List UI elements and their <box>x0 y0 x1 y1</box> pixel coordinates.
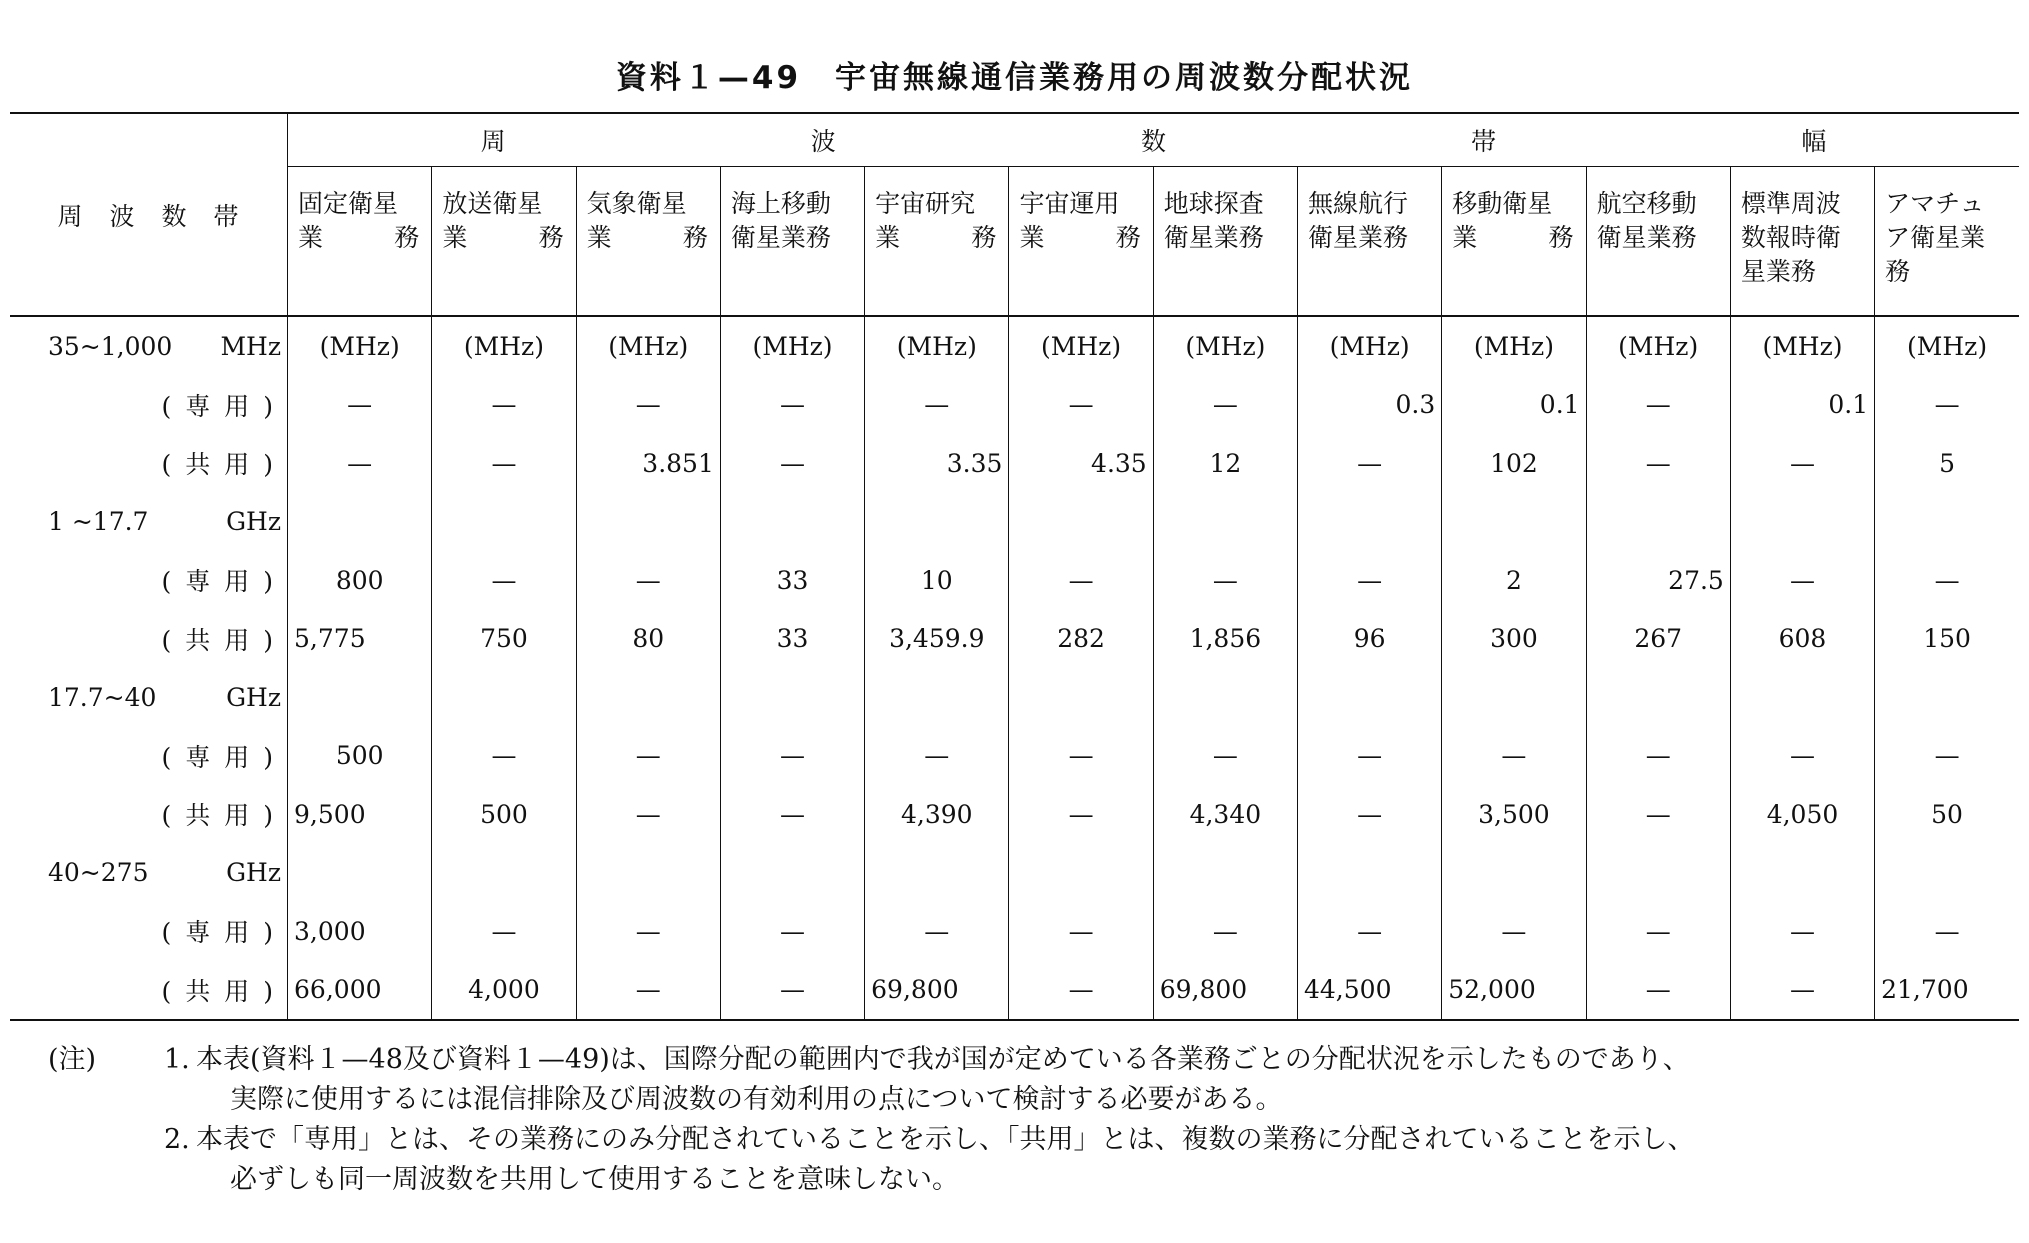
unit-cell: (MHz) <box>1730 316 1874 376</box>
notes <box>48 1040 2018 1200</box>
value-cell: 750 <box>432 610 576 669</box>
value-cell: — <box>1153 727 1297 786</box>
value-cell: 4,000 <box>432 961 576 1021</box>
table-row <box>10 668 2019 727</box>
empty-cell <box>1586 493 1730 552</box>
empty-cell <box>1153 493 1297 552</box>
value-cell: — <box>865 727 1009 786</box>
note-text: 本表(資料１—48及び資料１—49)は、国際分配の範囲内で我が国が定めている各業務ごとの分配状況を示したものであり、 <box>196 1044 1690 1075</box>
value-cell: 150 <box>1875 610 2019 669</box>
allocation-kind-label: (共用) <box>10 961 288 1021</box>
band-unit: GHz <box>226 507 282 537</box>
value-cell: — <box>1586 961 1730 1021</box>
service-header <box>865 167 1009 317</box>
service-header-line: 務 <box>538 223 564 252</box>
value-cell: — <box>1875 902 2019 961</box>
value-cell: — <box>1730 727 1874 786</box>
value-cell: — <box>865 902 1009 961</box>
value-cell: — <box>1009 376 1153 435</box>
note-text: 本表で「専用」とは、その業務にのみ分配されていることを示し、「共用」とは、複数の業務に分配されていることを示し、 <box>196 1124 1695 1155</box>
service-header <box>1442 167 1586 317</box>
table-row <box>10 785 2019 844</box>
value-cell: 9,500 <box>288 785 432 844</box>
table-row <box>10 493 2019 552</box>
empty-cell <box>1153 844 1297 903</box>
band-unit: GHz <box>226 858 282 888</box>
value-cell: — <box>576 785 720 844</box>
empty-cell <box>865 844 1009 903</box>
empty-cell <box>432 844 576 903</box>
service-header-line: アマチュ <box>1885 189 1985 218</box>
unit-cell: (MHz) <box>1153 316 1297 376</box>
service-header-line: 気象衛星 <box>586 189 687 218</box>
value-cell: 69,800 <box>865 961 1009 1021</box>
value-cell: — <box>576 376 720 435</box>
note-text: 実際に使用するには混信排除及び周波数の有効利用の点について検討する必要がある。 <box>230 1084 1283 1115</box>
service-header-line: 業 <box>586 223 612 252</box>
band-range: 17.7~40 <box>48 682 157 712</box>
empty-cell <box>1298 668 1442 727</box>
band-header-label: 周 波 数 帯 <box>57 201 240 231</box>
note-number: 2. <box>164 1124 190 1155</box>
band-range-label <box>10 844 288 903</box>
value-cell: 0.1 <box>1730 376 1874 435</box>
allocation-kind-label: (専用) <box>161 742 288 772</box>
empty-cell <box>288 844 432 903</box>
empty-cell <box>720 668 864 727</box>
empty-cell <box>1009 668 1153 727</box>
service-header-line: 衛星業務 <box>1308 223 1409 252</box>
value-cell: 5 <box>1875 434 2019 493</box>
unit-cell: (MHz) <box>1009 316 1153 376</box>
value-cell: — <box>1875 551 2019 610</box>
band-range: 35~1,000 <box>48 331 173 361</box>
band-range-label <box>10 668 288 727</box>
service-header <box>432 167 576 317</box>
service-header <box>720 167 864 317</box>
empty-cell <box>576 844 720 903</box>
service-header-line: 地球探査 <box>1163 189 1264 218</box>
value-cell: 500 <box>432 785 576 844</box>
unit-cell: (MHz) <box>1875 316 2019 376</box>
table-row <box>10 610 2019 669</box>
note-text: 必ずしも同一周波数を共用して使用することを意味しない。 <box>230 1164 959 1195</box>
band-header <box>10 113 288 316</box>
notes-mark: (注) <box>48 1044 97 1075</box>
value-cell: — <box>576 902 720 961</box>
value-cell: — <box>432 551 576 610</box>
empty-cell <box>288 668 432 727</box>
service-header <box>1153 167 1297 317</box>
value-cell: — <box>720 434 864 493</box>
service-header-line: 放送衛星 <box>442 189 543 218</box>
value-cell: 33 <box>720 610 864 669</box>
value-cell: — <box>1730 961 1874 1021</box>
value-cell: — <box>1586 727 1730 786</box>
value-cell: — <box>720 961 864 1021</box>
value-cell: 33 <box>720 551 864 610</box>
value-cell: 10 <box>865 551 1009 610</box>
service-header-line: 数報時衛 <box>1740 223 1841 252</box>
value-cell: — <box>1730 551 1874 610</box>
band-range-label <box>10 316 288 376</box>
service-header-line: 務 <box>1115 223 1141 252</box>
value-cell: — <box>1153 902 1297 961</box>
unit-cell: (MHz) <box>1586 316 1730 376</box>
empty-cell <box>1875 493 2019 552</box>
service-header-line: 衛星業務 <box>1163 223 1264 252</box>
value-cell: 3,500 <box>1442 785 1586 844</box>
empty-cell <box>576 668 720 727</box>
value-cell: — <box>1586 902 1730 961</box>
table-row <box>10 844 2019 903</box>
value-cell: 4,390 <box>865 785 1009 844</box>
table-row <box>10 727 2019 786</box>
value-cell: — <box>1442 902 1586 961</box>
table-row <box>10 551 2019 610</box>
service-header-line: 衛星業務 <box>730 223 831 252</box>
value-cell: — <box>1586 376 1730 435</box>
value-cell: — <box>576 727 720 786</box>
value-cell: — <box>1730 434 1874 493</box>
table-row <box>10 434 2019 493</box>
service-header <box>1298 167 1442 317</box>
service-header-line: 海上移動 <box>730 189 831 218</box>
service-header-line: 衛星業務 <box>1596 223 1697 252</box>
value-cell: — <box>432 434 576 493</box>
value-cell: — <box>1009 961 1153 1021</box>
bandwidth-header <box>288 113 2019 167</box>
value-cell: — <box>432 376 576 435</box>
unit-cell: (MHz) <box>288 316 432 376</box>
value-cell: 282 <box>1009 610 1153 669</box>
value-cell: 44,500 <box>1298 961 1442 1021</box>
allocation-kind-label: (共用) <box>161 801 288 831</box>
value-cell: — <box>432 902 576 961</box>
service-header-line: 務 <box>394 223 420 252</box>
service-header-line: 業 <box>875 223 901 252</box>
value-cell: — <box>1009 785 1153 844</box>
value-cell: 3,000 <box>288 902 432 961</box>
value-cell: — <box>1298 551 1442 610</box>
allocation-kind-label: (共用) <box>161 450 288 480</box>
value-cell: — <box>1009 727 1153 786</box>
service-header-line: 務 <box>682 223 708 252</box>
unit-cell: (MHz) <box>1298 316 1442 376</box>
value-cell: 608 <box>1730 610 1874 669</box>
value-cell: — <box>865 376 1009 435</box>
service-header-line: 務 <box>971 223 997 252</box>
empty-cell <box>1875 844 2019 903</box>
empty-cell <box>1009 844 1153 903</box>
empty-cell <box>1730 668 1874 727</box>
page-title: 資料１—49 宇宙無線通信業務用の周波数分配状況 <box>615 60 1414 96</box>
value-cell: 1,856 <box>1153 610 1297 669</box>
allocation-kind-label: (共用) <box>161 625 288 655</box>
value-cell: 3,459.9 <box>865 610 1009 669</box>
empty-cell <box>1298 844 1442 903</box>
frequency-allocation-table <box>10 112 2019 1021</box>
service-header-line: 星業務 <box>1740 257 1816 286</box>
value-cell: 2 <box>1442 551 1586 610</box>
value-cell: 3.35 <box>865 434 1009 493</box>
value-cell: — <box>1153 551 1297 610</box>
empty-cell <box>865 493 1009 552</box>
service-header <box>1875 167 2019 317</box>
service-header-line: 宇宙研究 <box>875 189 976 218</box>
bandwidth-header-char: 数 <box>1140 127 1166 156</box>
service-header-line: 移動衛星 <box>1452 189 1553 218</box>
unit-cell: (MHz) <box>576 316 720 376</box>
service-header-line: 務 <box>1885 257 1911 286</box>
value-cell: — <box>1586 434 1730 493</box>
value-cell: 69,800 <box>1153 961 1297 1021</box>
band-unit: MHz <box>220 331 282 361</box>
service-header <box>1586 167 1730 317</box>
service-header-line: 宇宙運用 <box>1019 189 1120 218</box>
value-cell: — <box>1009 902 1153 961</box>
service-header <box>288 167 432 317</box>
value-cell: 5,775 <box>288 610 432 669</box>
value-cell: — <box>288 434 432 493</box>
empty-cell <box>1586 844 1730 903</box>
empty-cell <box>1442 668 1586 727</box>
band-range: 1 ~17.7 <box>48 507 149 537</box>
empty-cell <box>1153 668 1297 727</box>
empty-cell <box>432 668 576 727</box>
value-cell: — <box>720 727 864 786</box>
table-row <box>10 376 2019 435</box>
value-cell: — <box>1298 434 1442 493</box>
allocation-kind-label: (専用) <box>161 391 288 421</box>
value-cell: — <box>1298 785 1442 844</box>
value-cell: 66,000 <box>288 961 432 1021</box>
value-cell: — <box>1153 376 1297 435</box>
value-cell: — <box>288 376 432 435</box>
value-cell: — <box>1875 376 2019 435</box>
service-header-line: 業 <box>442 223 468 252</box>
service-header-line: 固定衛星 <box>298 189 399 218</box>
value-cell: 50 <box>1875 785 2019 844</box>
value-cell: 4.35 <box>1009 434 1153 493</box>
empty-cell <box>865 668 1009 727</box>
service-header <box>1730 167 1874 317</box>
empty-cell <box>1586 668 1730 727</box>
value-cell: 267 <box>1586 610 1730 669</box>
value-cell: — <box>1298 727 1442 786</box>
bandwidth-header-char: 幅 <box>1801 127 1827 156</box>
value-cell: — <box>1298 902 1442 961</box>
service-header-line: 業 <box>298 223 324 252</box>
service-header-line: 標準周波 <box>1740 189 1841 218</box>
allocation-kind-label: (専用) <box>161 567 288 597</box>
band-unit: GHz <box>226 682 282 712</box>
service-header-line: 業 <box>1019 223 1045 252</box>
service-header-line: 航空移動 <box>1596 189 1697 218</box>
empty-cell <box>1875 668 2019 727</box>
table-row <box>10 316 2019 376</box>
empty-cell <box>1730 844 1874 903</box>
value-cell: 12 <box>1153 434 1297 493</box>
service-header <box>576 167 720 317</box>
bandwidth-header-char: 周 <box>480 127 506 156</box>
empty-cell <box>1009 493 1153 552</box>
empty-cell <box>432 493 576 552</box>
service-header <box>1009 167 1153 317</box>
empty-cell <box>1298 493 1442 552</box>
value-cell: 0.3 <box>1298 376 1442 435</box>
note-number: 1. <box>164 1044 190 1075</box>
allocation-kind-label: (専用) <box>161 918 288 948</box>
value-cell: 52,000 <box>1442 961 1586 1021</box>
value-cell: 0.1 <box>1442 376 1586 435</box>
value-cell: — <box>1442 727 1586 786</box>
value-cell: — <box>720 376 864 435</box>
band-range-label <box>10 493 288 552</box>
empty-cell <box>1442 844 1586 903</box>
value-cell: 500 <box>288 727 432 786</box>
value-cell: 21,700 <box>1875 961 2019 1021</box>
unit-cell: (MHz) <box>720 316 864 376</box>
value-cell: — <box>576 961 720 1021</box>
value-cell: 102 <box>1442 434 1586 493</box>
value-cell: — <box>1009 551 1153 610</box>
band-range: 40~275 <box>48 858 149 888</box>
value-cell: — <box>720 785 864 844</box>
service-header-line: ア衛星業 <box>1885 223 1986 252</box>
value-cell: — <box>1875 727 2019 786</box>
unit-cell: (MHz) <box>865 316 1009 376</box>
value-cell: — <box>432 727 576 786</box>
service-header-line: 無線航行 <box>1308 189 1409 218</box>
empty-cell <box>576 493 720 552</box>
empty-cell <box>720 844 864 903</box>
value-cell: 4,340 <box>1153 785 1297 844</box>
value-cell: 3.851 <box>576 434 720 493</box>
empty-cell <box>288 493 432 552</box>
bandwidth-header-char: 帯 <box>1471 127 1497 156</box>
empty-cell <box>1442 493 1586 552</box>
empty-cell <box>720 493 864 552</box>
value-cell: 4,050 <box>1730 785 1874 844</box>
value-cell: 80 <box>576 610 720 669</box>
value-cell: 300 <box>1442 610 1586 669</box>
value-cell: 800 <box>288 551 432 610</box>
value-cell: — <box>1730 902 1874 961</box>
empty-cell <box>1730 493 1874 552</box>
bandwidth-header-char: 波 <box>810 127 836 156</box>
service-header-line: 業 <box>1452 223 1478 252</box>
service-header-line: 務 <box>1548 223 1574 252</box>
unit-cell: (MHz) <box>432 316 576 376</box>
value-cell: — <box>576 551 720 610</box>
table-row <box>10 961 2019 1021</box>
value-cell: 96 <box>1298 610 1442 669</box>
table-row <box>10 902 2019 961</box>
value-cell: — <box>720 902 864 961</box>
value-cell: — <box>1586 785 1730 844</box>
value-cell: 27.5 <box>1586 551 1730 610</box>
unit-cell: (MHz) <box>1442 316 1586 376</box>
